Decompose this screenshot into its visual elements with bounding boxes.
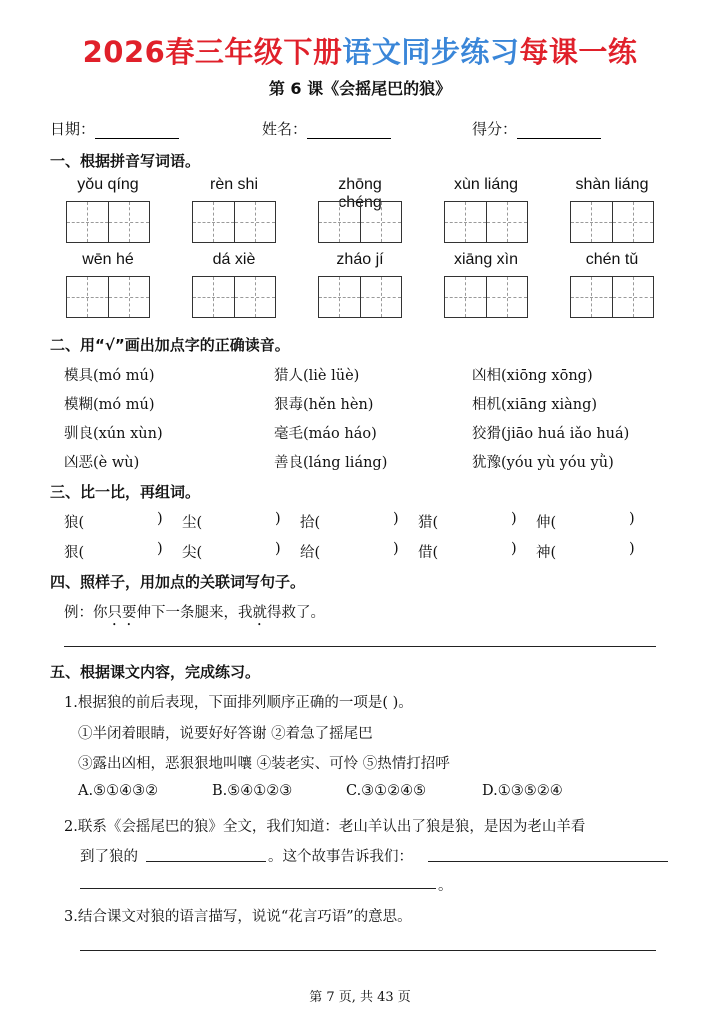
pinyin-item: xiāng xìn — [453, 251, 519, 268]
date-label: 日期： — [50, 120, 96, 138]
compare-char: 狠( — [64, 545, 85, 561]
compare-char: 拾( — [300, 515, 321, 531]
reading-item[interactable]: 相机(xiāng xiàng) — [472, 397, 598, 413]
reading-item[interactable]: 善良(láng liáng) — [274, 455, 388, 471]
reading-item[interactable]: 模具(mó mú) — [64, 368, 155, 384]
close-paren: ) — [275, 541, 281, 557]
choice-option[interactable]: A.⑤①④③② — [78, 783, 159, 799]
writing-grid[interactable] — [192, 201, 276, 243]
date-blank[interactable] — [95, 124, 179, 139]
close-paren: ) — [629, 541, 635, 557]
close-paren: ) — [511, 541, 517, 557]
answer-line[interactable] — [64, 646, 656, 647]
pinyin-item: dá xiè — [212, 251, 256, 268]
compare-char: 给( — [300, 545, 321, 561]
writing-grid[interactable] — [192, 276, 276, 318]
pinyin-item: yǒu qíng — [77, 176, 139, 193]
reading-item[interactable]: 狠毒(hěn hèn) — [274, 397, 374, 413]
page-title — [0, 30, 720, 71]
pinyin-item: wēn hé — [82, 251, 134, 268]
close-paren: ) — [157, 511, 163, 527]
writing-grid[interactable] — [66, 201, 150, 243]
pinyin-item: zháo jí — [336, 251, 384, 268]
writing-grid[interactable] — [444, 201, 528, 243]
reading-item[interactable]: 犹豫(yóu yù yóu yǜ) — [472, 455, 614, 471]
pinyin-item: zhōng chéng — [338, 176, 382, 211]
answer-line[interactable] — [146, 861, 266, 862]
section-3-heading: 三、比一比，再组词。 — [50, 483, 201, 501]
writing-grid[interactable] — [444, 276, 528, 318]
section-2-heading: 二、用“√”画出加点字的正确读音。 — [50, 336, 290, 354]
answer-line[interactable] — [80, 888, 436, 889]
question-2-part-a: 到了狼的 — [80, 849, 138, 865]
title-daily: 每课一练 — [519, 35, 638, 69]
example-sentence: 例：你只要伸下一条腿来，我就得救了。 — [64, 605, 325, 621]
question-2: 2.联系《会摇尾巴的狼》全文，我们知道：老山羊认出了狼是狼，是因为老山羊看 — [64, 819, 586, 835]
pinyin-item: shàn liáng — [575, 176, 649, 193]
reading-item[interactable]: 毫毛(máo háo) — [274, 426, 377, 442]
answer-line[interactable] — [428, 861, 668, 862]
score-label: 得分： — [472, 120, 518, 138]
close-paren: ) — [393, 511, 399, 527]
reading-item[interactable]: 模糊(mó mú) — [64, 397, 155, 413]
question-2-end: 。 — [438, 878, 453, 894]
section-5-heading: 五、根据课文内容，完成练习。 — [50, 663, 261, 681]
answer-line[interactable] — [80, 950, 656, 951]
name-field — [262, 118, 391, 139]
writing-grid[interactable] — [570, 201, 654, 243]
score-blank[interactable] — [517, 124, 601, 139]
compare-char: 狼( — [64, 515, 85, 531]
choice-option[interactable]: D.①③⑤②④ — [482, 783, 563, 799]
writing-grid[interactable] — [318, 201, 402, 243]
choice-option[interactable]: C.③①②④⑤ — [346, 783, 427, 799]
score-field — [472, 118, 601, 139]
close-paren: ) — [511, 511, 517, 527]
reading-item[interactable]: 凶相(xiōng xōng) — [472, 368, 593, 384]
compare-char: 神( — [536, 545, 557, 561]
title-grade: 三年级下册 — [194, 35, 343, 69]
question-2-part-b: 。这个故事告诉我们： — [268, 849, 413, 865]
compare-char: 借( — [418, 545, 439, 561]
page-number: 第 7 页, 共 43 页 — [309, 990, 411, 1005]
pinyin-item: xùn liáng — [453, 176, 519, 193]
title-year-season: 2026春 — [82, 35, 195, 69]
section-4-heading: 四、照样子，用加点的关联词写句子。 — [50, 573, 306, 591]
compare-char: 尘( — [182, 515, 203, 531]
reading-item[interactable]: 驯良(xún xùn) — [64, 426, 163, 442]
question-3: 3.结合课文对狼的语言描写，说说“花言巧语”的意思。 — [64, 909, 412, 925]
compare-char: 猎( — [418, 515, 439, 531]
close-paren: ) — [629, 511, 635, 527]
section-1-heading: 一、根据拼音写词语。 — [50, 152, 201, 170]
pinyin-item: chén tǔ — [585, 251, 639, 268]
conjunction-dotted: 就 — [252, 605, 267, 621]
name-blank[interactable] — [307, 124, 391, 139]
choice-option[interactable]: B.⑤④①②③ — [212, 783, 293, 799]
question-1-line-1: ①半闭着眼睛，说要好好答谢 ②着急了摇尾巴 — [78, 726, 373, 742]
lesson-subtitle: 第 6 课《会摇尾巴的狼》 — [268, 79, 452, 98]
writing-grid[interactable] — [66, 276, 150, 318]
name-label: 姓名： — [262, 120, 308, 138]
question-1: 1.根据狼的前后表现，下面排列顺序正确的一项是( )。 — [64, 695, 413, 711]
reading-item[interactable]: 凶恶(è wù) — [64, 455, 140, 471]
writing-grid[interactable] — [318, 276, 402, 318]
reading-item[interactable]: 狡猾(jiāo huá iǎo huá) — [472, 426, 630, 442]
title-sync: 语文同步练习 — [342, 35, 520, 69]
close-paren: ) — [157, 541, 163, 557]
close-paren: ) — [275, 511, 281, 527]
writing-grid[interactable] — [570, 276, 654, 318]
date-field — [50, 118, 179, 139]
pinyin-item: rèn shi — [209, 176, 259, 193]
conjunction-dotted: 只要 — [107, 605, 137, 621]
compare-char: 伸( — [536, 515, 557, 531]
reading-item[interactable]: 猎人(liè lüè) — [274, 368, 360, 384]
close-paren: ) — [393, 541, 399, 557]
question-1-line-2: ③露出凶相，恶狠狠地叫嚷 ④装老实、可怜 ⑤热情打招呼 — [78, 756, 450, 772]
compare-char: 尖( — [182, 545, 203, 561]
